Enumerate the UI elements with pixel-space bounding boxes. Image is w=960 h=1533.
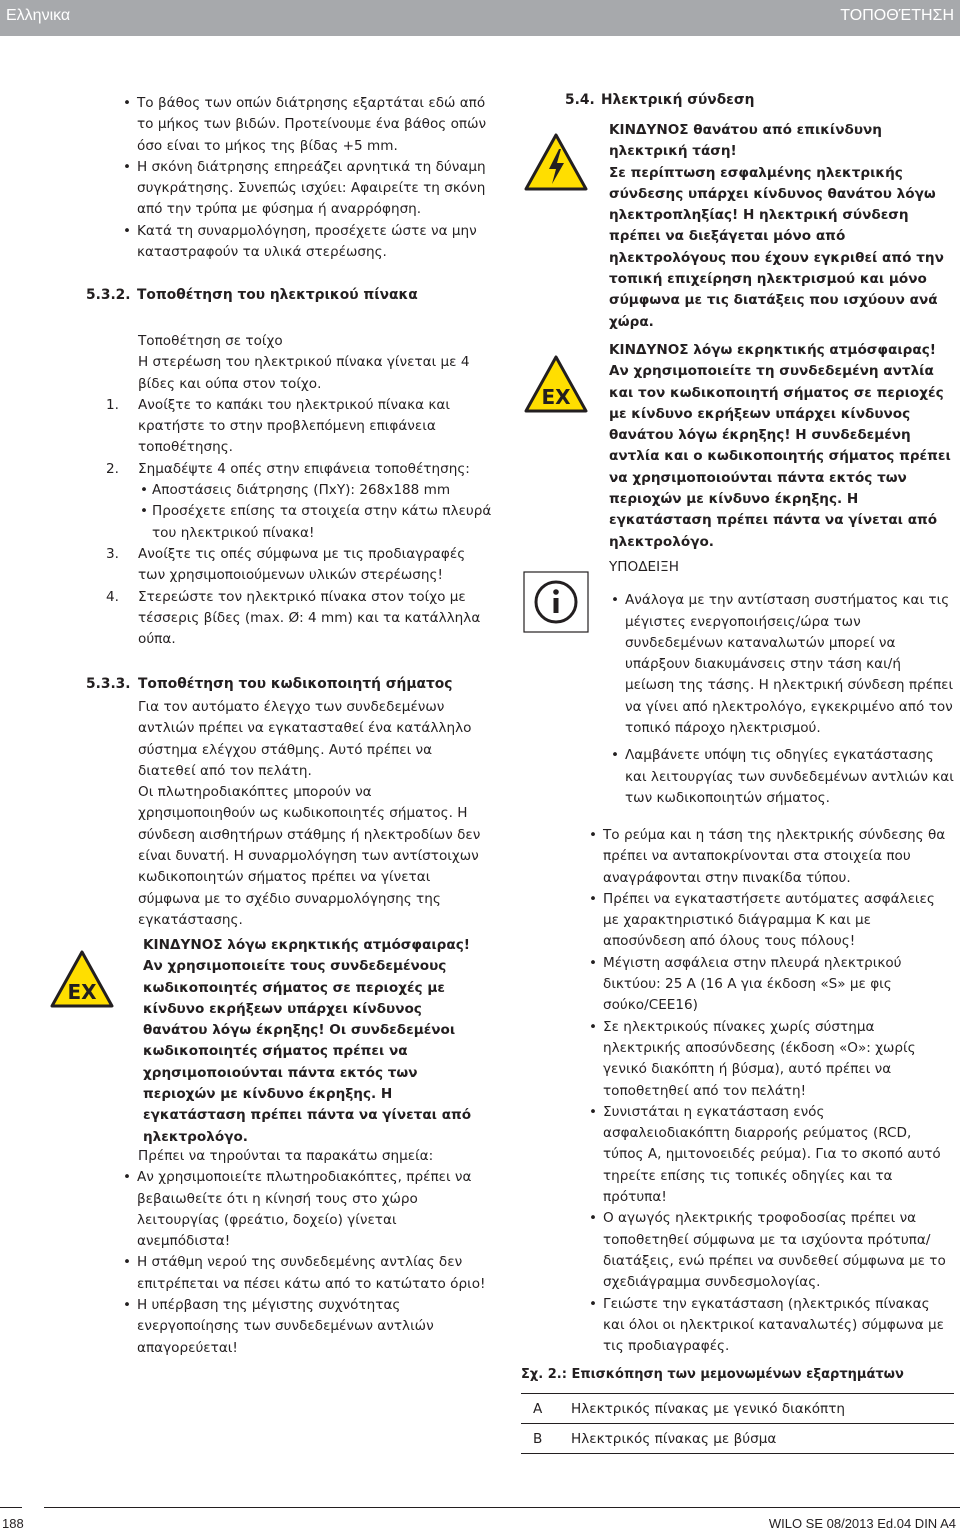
note-block xyxy=(609,557,954,809)
list-item: • Προσέχετε επίσης τα στοιχεία στην κάτω πλευρά του ηλεκτρικού πίνακα! xyxy=(138,501,496,544)
list-item: • Το βάθος των οπών διάτρησης εξαρτάται εδώ από το μήκος των βιδών. Προτείνουμε ένα βάθος οπών όσο είναι το μήκος της βίδας +5 mm. xyxy=(121,93,493,157)
footer-divider xyxy=(0,1507,22,1508)
step-item: 1. Ανοίξτε το καπάκι του ηλεκτρικού πίνακα και κρατήστε το στην προβλεπόμενη επιφάνεια τοποθέτησης. xyxy=(106,396,450,456)
table-row xyxy=(521,1394,954,1424)
warning-title: ΚΙΝΔΥΝΟΣ θανάτου από επικίνδυνη ηλεκτρική τάση! xyxy=(609,122,882,160)
ex-warning-block xyxy=(609,340,954,553)
figure-caption: Σχ. 2.: Επισκόπηση των μεμονωμένων εξαρτημάτων xyxy=(521,1367,904,1382)
right-bullets xyxy=(587,825,955,1357)
svg-text:EX: EX xyxy=(67,980,97,1004)
paragraph: Οι πλωτηροδιακόπτες μπορούν να χρησιμοποιηθούν ως κωδικοποιητές σήματος. Η σύνδεση αισθητήρων στάθμης ή ηλεκτροδίων δεν είναι δυνατή. Η συναρμολόγηση των αντίστοιχων κωδικοποιητών σήματος πρέπει να γίνεται σύμφωνα με το σχέδιο συναρμολόγησης της εγκατάστασης. xyxy=(138,784,481,928)
header-language: Ελληνικα xyxy=(6,7,71,24)
warning-text: Αν χρησιμοποιείτε τη συνδεδεμένη αντλία και τον κωδικοποιητή σήματος σε περιοχές με κίνδυνο εκρήξεων υπάρχει κίνδυνος θανάτου λόγω έκρηξης! Η συνδεδεμένη αντλία και ο κωδικοποιητής σήματος πρέπει να χρησιμοποιούνται πάντα εκτός των περιοχών με κίνδυνο έκρηξης. Η εγκατάσταση πρέπει πάντα να γίνεται από ηλεκτρολόγο. xyxy=(609,363,951,550)
signal-transmitter-text xyxy=(138,697,488,931)
list-item: • Η στάθμη νερού της συνδεδεμένης αντλίας δεν επιτρέπεται να πέσει κάτω από το κατώτατο όριο! xyxy=(121,1252,493,1295)
section-title: Τοποθέτηση του κωδικοποιητή σήματος xyxy=(138,676,453,692)
step-item: 3. Ανοίξτε τις οπές σύμφωνα με τις προδιαγραφές των χρησιμοποιούμενων υλικών στερέωσης! xyxy=(106,545,466,584)
left-top-bullets xyxy=(121,93,493,263)
svg-text:EX: EX xyxy=(541,385,571,409)
electric-hazard-icon xyxy=(523,132,589,196)
row-key: B xyxy=(521,1424,571,1454)
figure-legend-table xyxy=(521,1393,954,1454)
wall-title: Τοποθέτηση σε τοίχο xyxy=(138,333,283,349)
list-item: • Ο αγωγός ηλεκτρικής τροφοδοσίας πρέπει να τοποθετηθεί σύμφωνα με τα ισχύοντα πρότυπα/διατάξεις, ενώ πρέπει να συνδεθεί σύμφωνα με το σχεδιάγραμμα συνδεσμολογίας. xyxy=(587,1208,955,1293)
warning-text: Αν χρησιμοποιείτε τους συνδεδεμένους κωδικοποιητές σήματος σε περιοχές με κίνδυνο εκρήξεων υπάρχει κίνδυνος θανάτου λόγω έκρηξης! Οι συνδεδεμένοι κωδικοποιητές σήματος πρέπει να χρησιμοποιούνται πάντα εκτός των περιοχών με κίνδυνο έκρηξης. Η εγκατάσταση πρέπει πάντα να γίνεται από ηλεκτρολόγο. xyxy=(143,958,472,1145)
list-item: • Κατά τη συναρμολόγηση, προσέχετε ώστε να μην καταστραφούν τα υλικά στερέωσης. xyxy=(121,221,493,264)
list-item: • Η υπέρβαση της μέγιστης συχνότητας ενεργοποίησης των συνδεδεμένων αντλιών απαγορεύεται! xyxy=(121,1295,493,1359)
warning-title: ΚΙΝΔΥΝΟΣ λόγω εκρηκτικής ατμόσφαιρας! xyxy=(143,937,470,953)
row-label: Ηλεκτρικός πίνακας με γενικό διακόπτη xyxy=(571,1394,954,1424)
list-item: • Λαμβάνετε υπόψη τις οδηγίες εγκατάστασης και λειτουργίας των συνδεδεμένων αντλιών και των κωδικοποιητών σήματος. xyxy=(609,745,954,809)
table-row xyxy=(521,1424,954,1454)
row-label: Ηλεκτρικός πίνακας με βύσμα xyxy=(571,1424,954,1454)
ex-warning-icon xyxy=(523,354,589,418)
ex-warning-icon xyxy=(49,949,115,1013)
step-item: 4. Στερεώστε τον ηλεκτρικό πίνακα στον τοίχο με τέσσερις βίδες (max. Ø: 4 mm) και τα κατάλληλα ούπα. xyxy=(106,588,481,648)
row-key: A xyxy=(521,1394,571,1424)
section-number: 5.3.3. xyxy=(86,676,131,692)
warning-text: Σε περίπτωση εσφαλμένης ηλεκτρικής σύνδεσης υπάρχει κίνδυνος θανάτου λόγω ηλεκτροπληξίας! Η ηλεκτρική σύνδεση πρέπει να διεξάγεται μόνο από ηλεκτρολόγους που έχουν εγκριθεί από την τοπική επιχείρηση ηλεκτρισμού και μόνο σύμφωνα με τις διατάξεις που ισχύουν ανά χώρα. xyxy=(609,164,944,330)
section-title: Τοποθέτηση του ηλεκτρικού πίνακα xyxy=(137,287,418,303)
list-item: • Η σκόνη διάτρησης επηρεάζει αρνητικά τη δύναμη συγκράτησης. Συνεπώς ισχύει: Αφαιρείτε τη σκόνη από την τρύπα με φύσημα ή αναρρόφηση. xyxy=(121,157,493,221)
step2-sublist xyxy=(138,480,496,544)
list-item: • Αν χρησιμοποιείτε πλωτηροδιακόπτες, πρέπει να βεβαιωθείτε ότι η κίνησή τους στο χώρο λειτουργίας (φρεάτιο, δοχείο) γίνεται ανεμπόδιστα! xyxy=(121,1167,493,1252)
publisher-info: WILO SE 08/2013 Ed.04 DIN A4 xyxy=(768,1516,956,1531)
page-number: 188 xyxy=(2,1516,24,1531)
ex-warning-block xyxy=(143,935,488,1148)
step-item: 2. Σημαδέψτε 4 οπές στην επιφάνεια τοποθέτησης: • Αποστάσεις διάτρησης (ΠxΥ): 268x188 mm • Προσέχετε επίσης τα στοιχεία στην κάτω πλευρά του ηλεκτρικού πίνακα! xyxy=(86,459,496,544)
wall-intro: Η στερέωση του ηλεκτρικού πίνακα γίνεται με 4 βίδες και ούπα στον τοίχο. xyxy=(138,354,470,392)
list-item: • Αποστάσεις διάτρησης (ΠxΥ): 268x188 mm xyxy=(138,480,496,501)
points-block xyxy=(121,1146,493,1359)
wall-mounting xyxy=(86,331,496,650)
danger-electric-block xyxy=(609,120,954,333)
section-number: 5.3.2. xyxy=(86,287,131,303)
note-title: ΥΠΟΔΕΙΞΗ xyxy=(609,559,679,575)
warning-title: ΚΙΝΔΥΝΟΣ λόγω εκρηκτικής ατμόσφαιρας! xyxy=(609,342,936,358)
list-item: • Μέγιστη ασφάλεια στην πλευρά ηλεκτρικού δικτύου: 25 A (16 A για έκδοση «S» με φις σούκο/CEE16) xyxy=(587,953,955,1017)
header-section: ΤΟΠΟΘΈΤΗΣΗ xyxy=(840,7,954,24)
list-item: • Γειώστε την εγκατάσταση (ηλεκτρικός πίνακας και όλοι οι ηλεκτρικοί καταναλωτές) σύμφωνα με τις προδιαγραφές. xyxy=(587,1294,955,1358)
page-header xyxy=(0,0,960,36)
list-item: • Ανάλογα με την αντίσταση συστήματος και τις μέγιστες ενεργοποιήσεις/ώρα των συνδεδεμένων καταναλωτών μπορεί να υπάρξουν διακυμάνσεις στην τάση και/ή μείωση της τάσης. Η ηλεκτρική σύνδεση πρέπει να γίνει από ηλεκτρολόγο, εγκεκριμένο από τον τοπικό πάροχο ηλεκτρισμού. xyxy=(609,590,954,739)
list-item: • Πρέπει να εγκαταστήσετε αυτόματες ασφάλειες με χαρακτηριστικό διάγραμμα K και με αποσύνδεση από όλους τους πόλους! xyxy=(587,889,955,953)
list-item: • Συνιστάται η εγκατάσταση ενός ασφαλειοδιακόπτη διαρροής ρεύματος (RCD, τύπος A, ημιτονοειδές ρεύμα). Για το σκοπό αυτό τηρείτε επίσης τις τοπικές οδηγίες και τα πρότυπα! xyxy=(587,1102,955,1208)
list-item: • Το ρεύμα και η τάση της ηλεκτρικής σύνδεσης θα πρέπει να ανταποκρίνονται στα στοιχεία που αναγράφονται στην πινακίδα τύπου. xyxy=(587,825,955,889)
paragraph: Για τον αυτόματο έλεγχο των συνδεδεμένων αντλιών πρέπει να εγκατασταθεί ένα κατάλληλο σύστημα ελέγχου στάθμης. Αυτό πρέπει να διατεθεί από τον πελάτη. xyxy=(138,699,472,779)
info-icon xyxy=(523,571,589,637)
section-number: 5.4. xyxy=(565,92,595,108)
section-title: Ηλεκτρική σύνδεση xyxy=(601,92,755,108)
list-item: • Σε ηλεκτρικούς πίνακες χωρίς σύστημα ηλεκτρικής αποσύνδεσης (έκδοση «O»: χωρίς γενικό διακόπτη ή βύσμα), αυτό πρέπει να τοποθετηθεί από τον πελάτη! xyxy=(587,1017,955,1102)
points-intro: Πρέπει να τηρούνται τα παρακάτω σημεία: xyxy=(138,1148,434,1164)
footer-divider xyxy=(44,1507,960,1508)
